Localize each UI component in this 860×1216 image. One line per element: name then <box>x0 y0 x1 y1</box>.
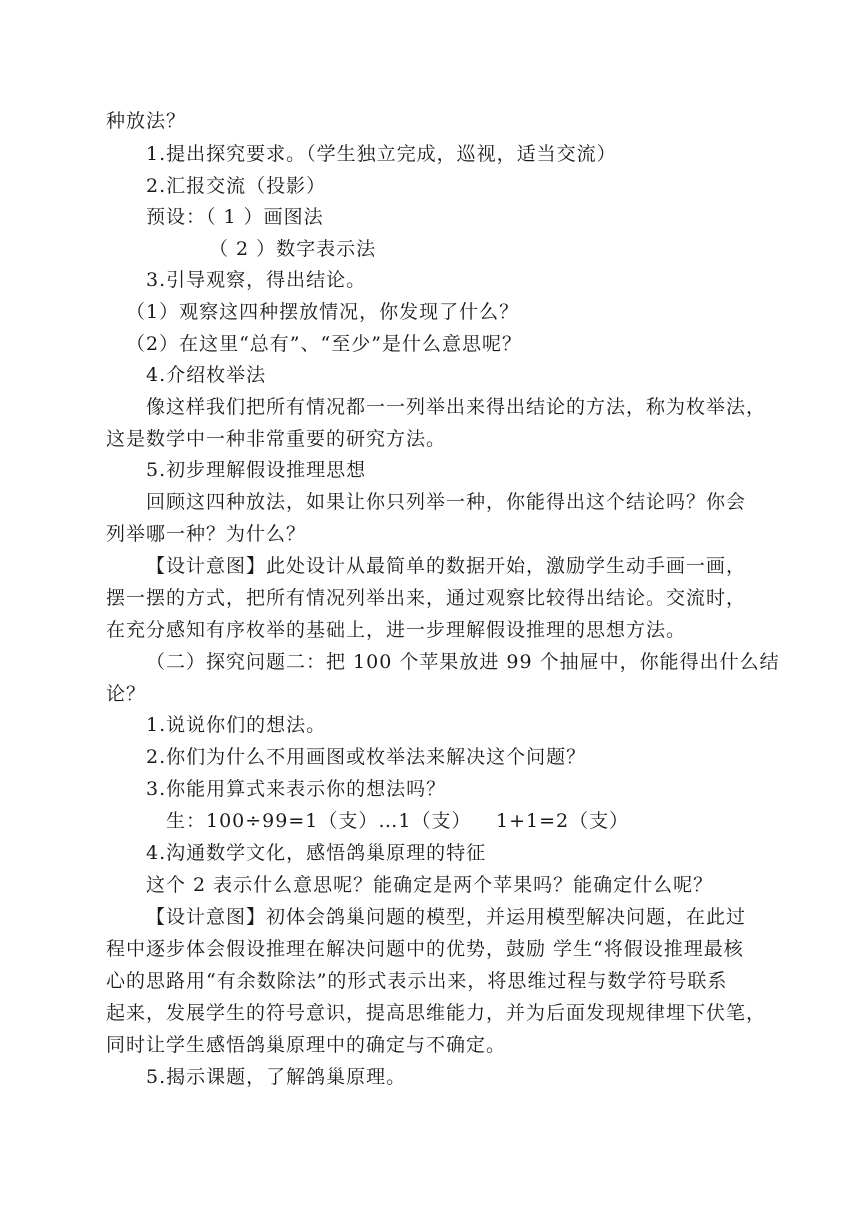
text-line: 种放法？ <box>106 110 187 132</box>
text-line: （2）在这里“总有”、“至少”是什么意思呢？ <box>126 333 522 355</box>
text-line: 生：100÷99=1（支）…1（支） <box>166 810 472 832</box>
text-line: （二）探究问题二：把 100 个苹果放进 99 个抽屉中，你能得出什么结 <box>146 651 780 673</box>
text-line: 1+1=2（支） <box>496 810 630 832</box>
text-line: 这个 2 表示什么意思呢？能确定是两个苹果吗？能确定什么呢？ <box>146 874 714 896</box>
text-line: 预设：（ 1 ）画图法 <box>146 206 324 228</box>
text-line: 心的思路用“有余数除法”的形式表示出来，将思维过程与数学符号联系 <box>106 970 728 992</box>
text-line: （1）观察这四种摆放情况，你发现了什么？ <box>126 301 520 323</box>
text-line: （ 2 ）数字表示法 <box>209 238 377 260</box>
text-line: 2.汇报交流（投影） <box>146 175 327 197</box>
text-line: 摆一摆的方式，把所有情况列举出来，通过观察比较得出结论。交流时， <box>106 587 747 609</box>
text-line: 回顾这四种放法，如果让你只列举一种，你能得出这个结论吗？你会 <box>146 491 747 513</box>
text-line: 4.介绍枚举法 <box>146 364 267 386</box>
text-line: 程中逐步体会假设推理在解决问题中的优势，鼓励 学生“将假设推理最核 <box>106 938 744 960</box>
text-line: 【设计意图】初体会鸽巢问题的模型，并运用模型解决问题，在此过 <box>146 906 747 928</box>
text-line: 【设计意图】此处设计从最简单的数据开始，激励学生动手画一画， <box>146 555 747 577</box>
text-line: 起来，发展学生的符号意识，提高思维能力，并为后面发现规律埋下伏笔， <box>106 1002 767 1024</box>
text-line: 4.沟通数学文化，感悟鸽巢原理的特征 <box>146 842 487 864</box>
text-line: 3.引导观察，得出结论。 <box>146 269 367 291</box>
text-line: 1.提出探究要求。（学生独立完成，巡视，适当交流） <box>146 143 617 165</box>
text-line: 5.揭示课题，了解鸽巢原理。 <box>146 1066 407 1088</box>
text-line: 论？ <box>106 683 147 705</box>
text-line: 同时让学生感悟鸽巢原理中的确定与不确定。 <box>106 1034 507 1056</box>
text-line: 2.你们为什么不用画图或枚举法来解决这个问题？ <box>146 746 587 768</box>
text-line: 列举哪一种？为什么？ <box>106 523 307 545</box>
text-line: 5.初步理解假设推理思想 <box>146 459 367 481</box>
text-line: 1.说说你们的想法。 <box>146 714 327 736</box>
text-line: 像这样我们把所有情况都一一列举出来得出结论的方法，称为枚举法， <box>146 396 767 418</box>
text-line: 这是数学中一种非常重要的研究方法。 <box>106 428 447 450</box>
text-line: 3.你能用算式来表示你的想法吗？ <box>146 778 447 800</box>
text-line: 在充分感知有序枚举的基础上，进一步理解假设推理的思想方法。 <box>106 619 687 641</box>
